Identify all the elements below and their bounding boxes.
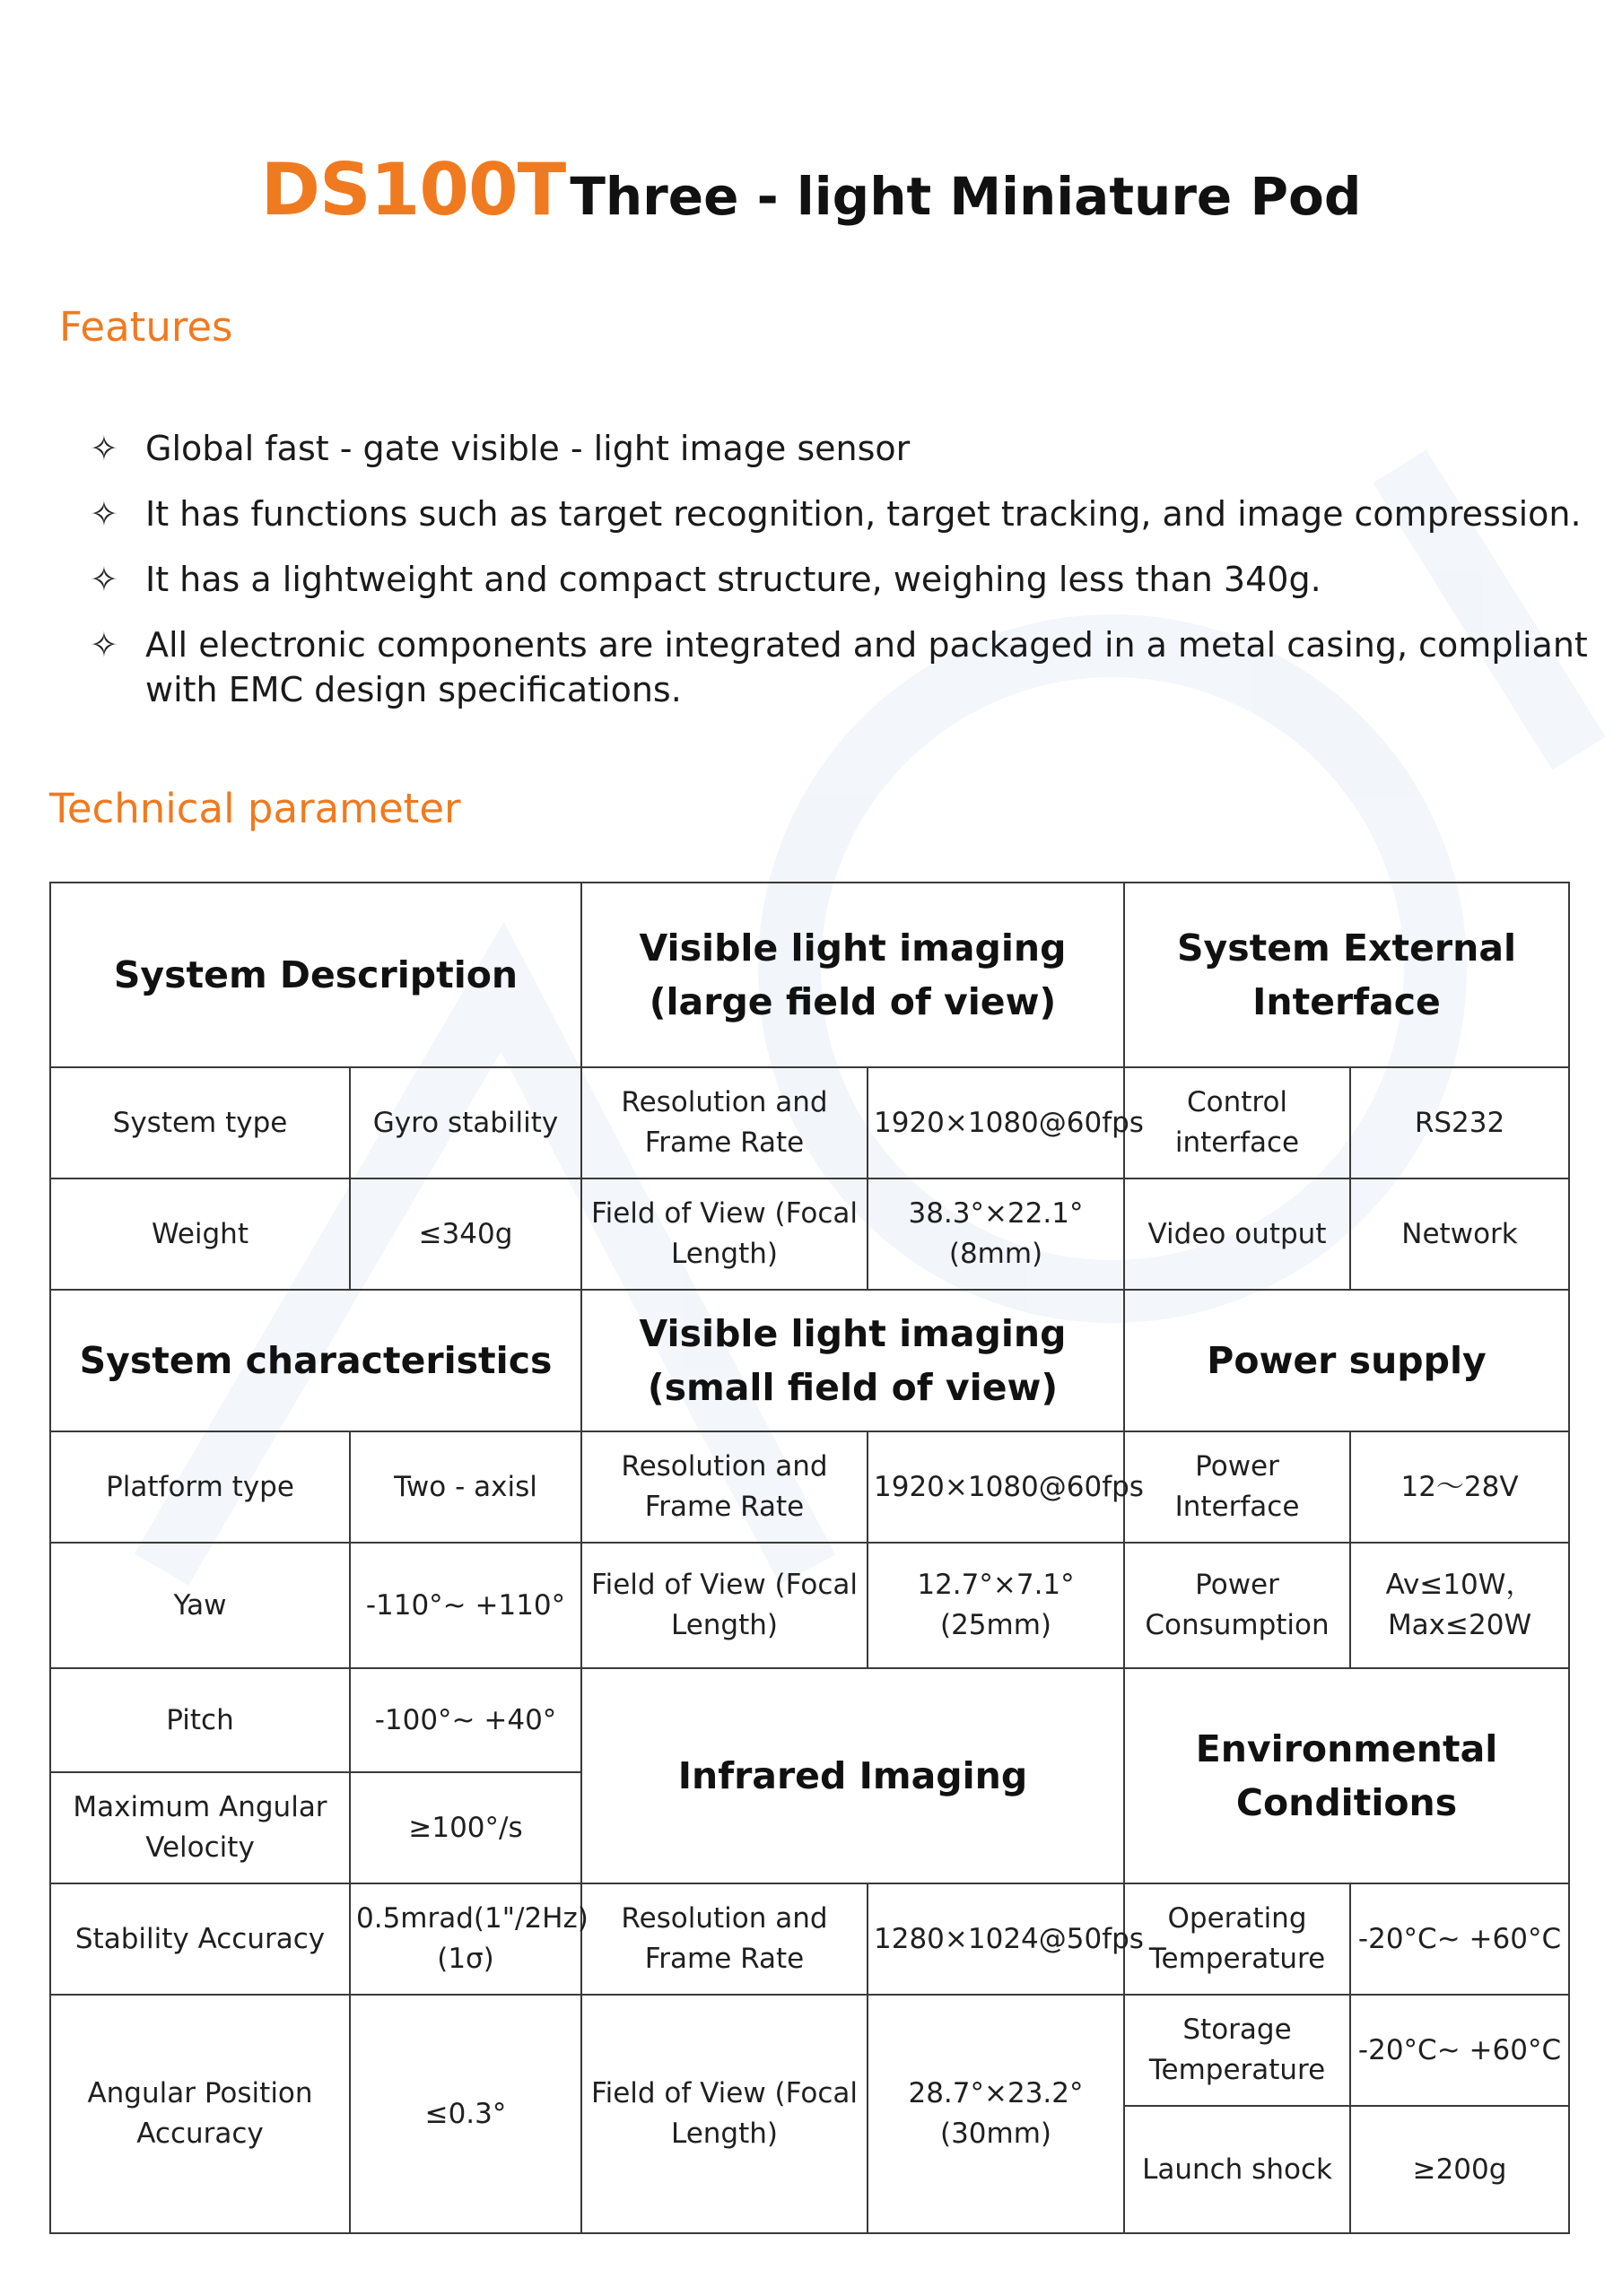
spec-value: ≥100°/s [350,1772,581,1883]
sparkle-bullet-icon: ✧ [90,429,118,468]
spec-value: Av≤10W， Max≤20W [1350,1543,1569,1668]
model-name: DS100T [260,148,566,231]
spec-value: Network [1350,1178,1569,1290]
spec-label: System type [50,1067,350,1178]
spec-table [49,882,1570,2234]
visible-large-header: Visible light imaging (large field of view) [581,883,1124,1067]
features-heading: Features [59,303,233,351]
system-description-header: System Description [50,883,581,1067]
technical-parameter-heading: Technical parameter [49,785,461,832]
infrared-header: Infrared Imaging [581,1668,1124,1883]
spec-value: 12～28V [1350,1431,1569,1543]
spec-label: Field of View (Focal Length) [581,1995,868,2233]
visible-small-header: Visible light imaging (small field of view) [581,1290,1124,1431]
spec-value: RS232 [1350,1067,1569,1178]
spec-label: Power Interface [1124,1431,1350,1543]
spec-value: -100°~ +40° [350,1668,581,1772]
features-list [90,426,1597,733]
sparkle-bullet-icon: ✧ [90,560,118,599]
system-characteristics-header: System characteristics [50,1290,581,1431]
spec-label: Field of View (Focal Length) [581,1178,868,1290]
spec-value: 0.5mrad(1"/2Hz)(1σ) [350,1883,581,1995]
spec-value: Gyro stability [350,1067,581,1178]
sparkle-bullet-icon: ✧ [90,494,118,534]
spec-label: Field of View (Focal Length) [581,1543,868,1668]
spec-label: Launch shock [1124,2106,1350,2233]
environmental-header: Environmental Conditions [1124,1668,1569,1883]
power-supply-header: Power supply [1124,1290,1569,1431]
spec-value: -20°C~ +60°C [1350,1995,1569,2106]
page-title [0,148,1622,231]
spec-label: Resolution and Frame Rate [581,1883,868,1995]
feature-text: It has a lightweight and compact structure, weighing less than 340g. [145,560,1321,599]
spec-value: 38.3°×22.1° (8mm) [868,1178,1124,1290]
spec-label: Operating Temperature [1124,1883,1350,1995]
spec-label: Power Consumption [1124,1543,1350,1668]
spec-value: 1920×1080@60fps [868,1431,1124,1543]
feature-item [90,557,1597,602]
spec-label: Pitch [50,1668,350,1772]
spec-value: 12.7°×7.1° (25mm) [868,1543,1124,1668]
spec-value: -110°~ +110° [350,1543,581,1668]
spec-value: ≤340g [350,1178,581,1290]
spec-label: Yaw [50,1543,350,1668]
spec-label: Weight [50,1178,350,1290]
spec-value: -20°C~ +60°C [1350,1883,1569,1995]
spec-label: Resolution and Frame Rate [581,1067,868,1178]
spec-label: Maximum Angular Velocity [50,1772,350,1883]
product-name: Three - light Miniature Pod [570,166,1362,227]
spec-label: Storage Temperature [1124,1995,1350,2106]
spec-label: Platform type [50,1431,350,1543]
feature-text: It has functions such as target recognition, target tracking, and image compression. [145,494,1582,534]
spec-label: Control interface [1124,1067,1350,1178]
spec-label: Stability Accuracy [50,1883,350,1995]
spec-label: Video output [1124,1178,1350,1290]
spec-value: ≥200g [1350,2106,1569,2233]
feature-text: All electronic components are integrated and packaged in a metal casing, compliant with EMC design specifications. [145,625,1588,709]
spec-label: Resolution and Frame Rate [581,1431,868,1543]
spec-value: 1920×1080@60fps [868,1067,1124,1178]
sparkle-bullet-icon: ✧ [90,625,118,665]
feature-item [90,491,1597,536]
spec-value: Two - axisl [350,1431,581,1543]
feature-item [90,426,1597,471]
spec-value: 28.7°×23.2° (30mm) [868,1995,1124,2233]
feature-item [90,622,1597,712]
spec-value: ≤0.3° [350,1995,581,2233]
spec-label: Angular Position Accuracy [50,1995,350,2233]
external-interface-header: System External Interface [1124,883,1569,1067]
feature-text: Global fast - gate visible - light image sensor [145,429,911,468]
spec-value: 1280×1024@50fps [868,1883,1124,1995]
